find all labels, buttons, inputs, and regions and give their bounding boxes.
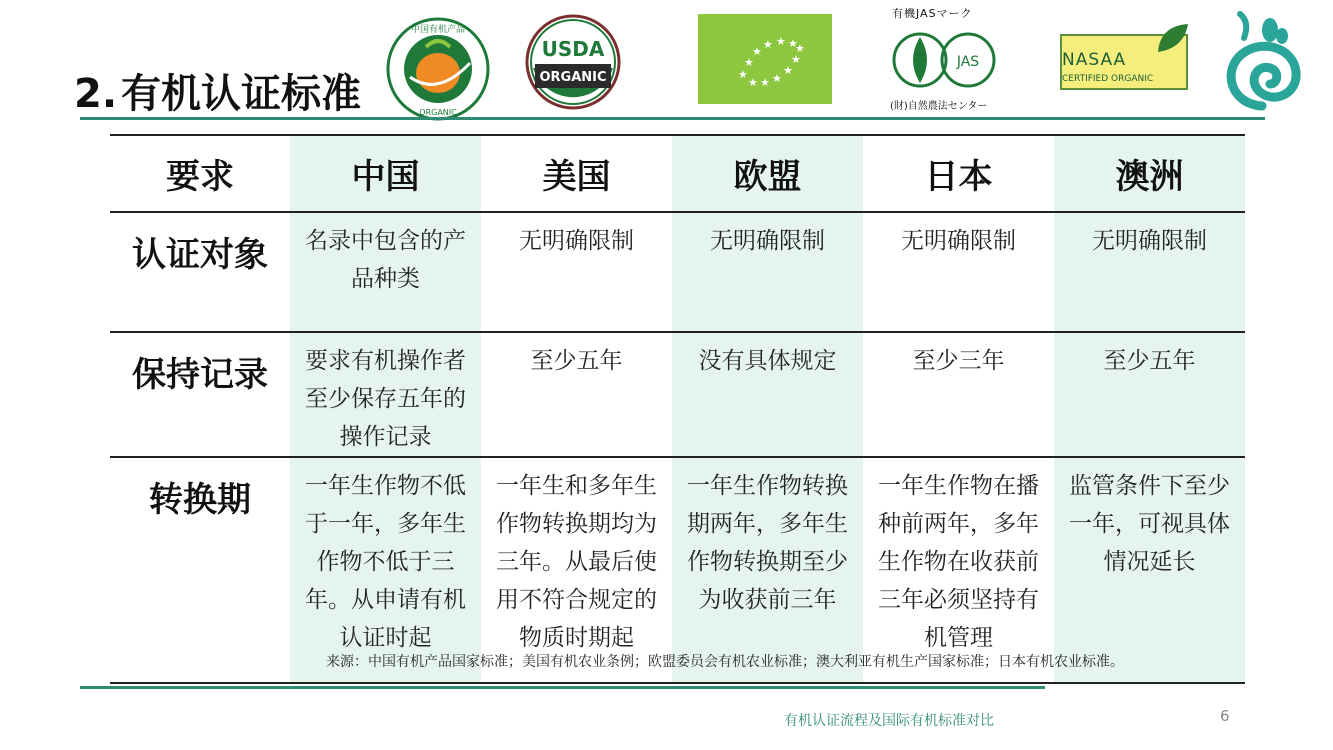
bottom-divider	[80, 686, 1045, 689]
table-cell: 无明确限制	[481, 212, 672, 332]
table-cell: 一年生作物不低于一年，多年生作物不低于三年。从申请有机认证时起	[290, 457, 481, 683]
nasaa-word: NASAA	[1062, 50, 1127, 70]
usda-line1: USDA	[541, 37, 605, 61]
jas-bottom-label: (財)自然農法センター	[890, 101, 988, 112]
china-logo-organic-text: ORGANIC	[419, 108, 457, 117]
svg-text:★: ★	[791, 53, 801, 66]
nasaa-sub-label: CERTIFIED ORGANIC	[1062, 74, 1154, 84]
slide-title	[74, 62, 361, 119]
table-cell: 无明确限制	[863, 212, 1054, 332]
table-header-row	[110, 135, 1245, 212]
svg-text:★: ★	[772, 72, 782, 85]
header-requirement: 要求	[110, 135, 290, 212]
footer-title: 有机认证流程及国际有机标准对比	[784, 713, 994, 729]
svg-text:★: ★	[788, 37, 798, 50]
table-cell: 无明确限制	[672, 212, 863, 332]
table-cell: 至少五年	[1054, 332, 1245, 457]
table-row	[110, 212, 1245, 332]
header-australia: 澳洲	[1054, 135, 1245, 212]
title-number: 2.	[74, 71, 118, 117]
table-cell: 要求有机操作者至少保存五年的操作记录	[290, 332, 481, 457]
usda-line2: ORGANIC	[539, 70, 607, 85]
title-text: 有机认证标准	[121, 71, 362, 117]
svg-text:★: ★	[760, 76, 770, 89]
row-label-records: 保持记录	[110, 332, 290, 457]
swirl-brand-logo	[1220, 8, 1304, 114]
table-cell: 无明确限制	[1054, 212, 1245, 332]
table-row	[110, 332, 1245, 457]
table-cell: 至少五年	[481, 332, 672, 457]
jas-top-label: 有機JASマーク	[892, 7, 973, 20]
header-eu: 欧盟	[672, 135, 863, 212]
source-note: 来源：中国有机产品国家标准；美国有机农业条例；欧盟委员会有机农业标准；澳大利亚有机生产国家标准；日本有机农业标准。	[326, 654, 1124, 670]
header-china: 中国	[290, 135, 481, 212]
svg-text:★: ★	[776, 35, 786, 48]
svg-text:★: ★	[744, 56, 754, 69]
svg-text:★: ★	[795, 42, 805, 55]
table-cell: 没有具体规定	[672, 332, 863, 457]
china-organic-logo	[386, 17, 490, 121]
svg-text:★: ★	[748, 76, 758, 89]
comparison-table-wrapper	[110, 134, 1245, 651]
svg-text:★: ★	[783, 64, 793, 77]
row-label-scope: 认证对象	[110, 212, 290, 332]
table-cell: 一年生作物转换期两年，多年生作物转换期至少为收获前三年	[672, 457, 863, 683]
table-row	[110, 457, 1245, 683]
usda-organic-logo	[525, 14, 621, 110]
header-usa: 美国	[481, 135, 672, 212]
leaf-icon	[1152, 22, 1192, 56]
svg-text:★: ★	[763, 38, 773, 51]
table-cell: 名录中包含的产品种类	[290, 212, 481, 332]
svg-text:★: ★	[752, 45, 762, 58]
nasaa-organic-logo	[1058, 22, 1192, 94]
jas-organic-logo	[884, 5, 1004, 117]
svg-text:★: ★	[738, 68, 748, 81]
table-cell: 至少三年	[863, 332, 1054, 457]
table-cell: 监管条件下至少一年，可视具体情况延长	[1054, 457, 1245, 683]
china-logo-ring-text: 中国有机产品	[410, 25, 466, 35]
row-label-conversion: 转换期	[110, 457, 290, 683]
header-japan: 日本	[863, 135, 1054, 212]
table-cell: 一年生作物在播种前两年，多年生作物在收获前三年必须坚持有机管理	[863, 457, 1054, 683]
page-number: 6	[1220, 707, 1230, 725]
table-cell: 一年生和多年生作物转换期均为三年。从最后使用不符合规定的物质时期起	[481, 457, 672, 683]
certification-comparison-table	[110, 134, 1245, 684]
jas-mark-text: JAS	[956, 54, 980, 70]
eu-organic-leaf-logo	[698, 14, 832, 104]
top-divider	[80, 117, 1265, 120]
